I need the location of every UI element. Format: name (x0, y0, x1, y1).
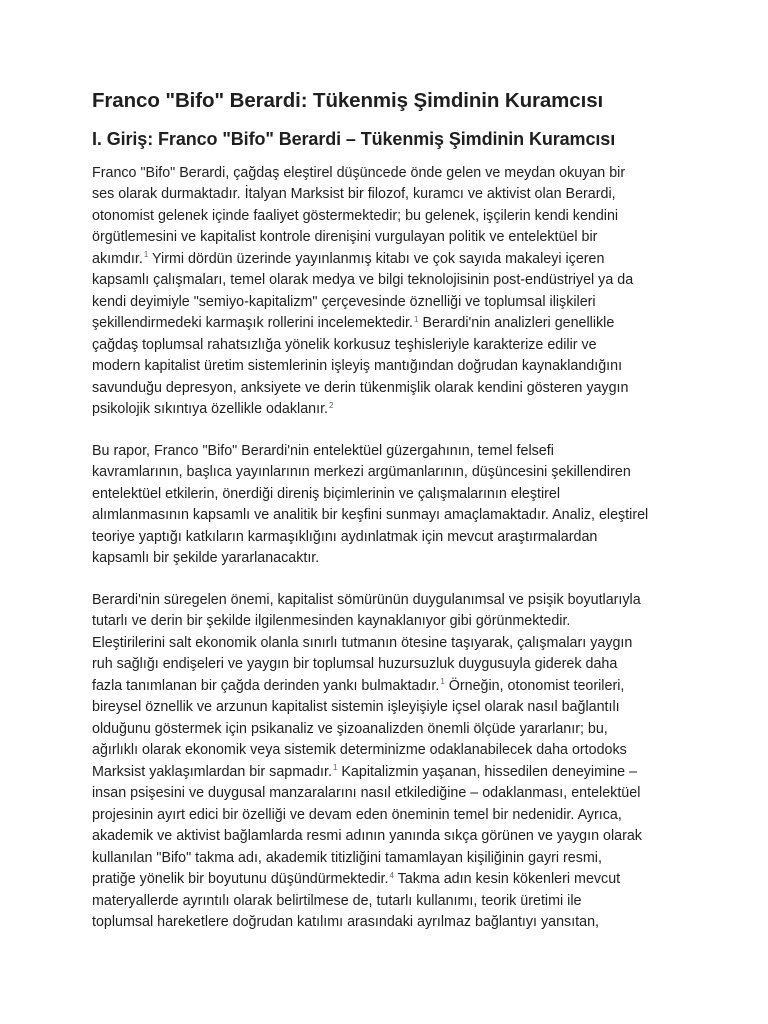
text-line (92, 313, 692, 335)
text-run: kapsamlı çalışmaları, temel olarak medya ve bilgi teknolojisinin post-endüstriyel ya da (92, 272, 634, 289)
section-heading: I. Giriş: Franco "Bifo" Berardi – Tükenmiş Şimdinin Kuramcısı (92, 128, 616, 149)
text-line (92, 206, 692, 228)
text-run: projesinin ayırt edici bir özelliği ve devam eden öneminin temel bir nedenidir. Ayrıca, (92, 806, 622, 823)
paragraph (92, 590, 692, 934)
text-run: Franco "Bifo" Berardi, çağdaş eleştirel düşüncede önde gelen ve meydan okuyan bir (92, 164, 626, 181)
text-line (92, 912, 692, 934)
text-line (92, 762, 692, 784)
footnote-ref[interactable]: 1 (414, 314, 419, 324)
text-line (92, 484, 692, 506)
text-line (92, 826, 692, 848)
text-run: savunduğu depresyon, anksiyete ve derin tükenmişlik olarak kendini gösteren yaygın (92, 379, 629, 396)
text-run: Yirmi dördün üzerinde yayınlanmış kitabı ve çok sayıda makaleyi içeren (148, 250, 605, 267)
text-line (92, 292, 692, 314)
text-run: ruh sağlığı endişeleri ve yaygın bir toplumsal huzursuzluk duygusuyla giderek daha (92, 656, 618, 673)
text-run: örgütlemesini ve kapitalist kontrole direnişini vurgulayan politik ve entelektüel bir (92, 229, 598, 246)
text-run: çağdaş toplumsal rahatsızlığa yönelik korkusuz teşhisleriyle karakterize edilir ve (92, 336, 597, 353)
text-run: Berardi'nin süregelen önemi, kapitalist sömürünün duygulanımsal ve psişik boyutlarıyla (92, 591, 641, 608)
text-line (92, 378, 692, 400)
document-title: Franco "Bifo" Berardi: Tükenmiş Şimdinin Kuramcısı (92, 89, 604, 112)
text-line (92, 505, 692, 527)
text-line (92, 891, 692, 913)
text-line (92, 441, 692, 463)
text-run: ağırlıklı olarak ekonomik veya sistemik determinizme odaklanabilecek daha ortodoks (92, 742, 627, 759)
text-run: kavramlarının, başlıca yayınlarının merkezi argümanlarının, düşüncesini şekillendiren (92, 464, 631, 481)
text-run: kullanılan "Bifo" takma adı, akademik titizliğini tamamlayan kişiliğinin gayri resmi, (92, 849, 602, 866)
footnote-ref[interactable]: 1 (143, 250, 149, 260)
text-run: şekillendirmedeki karmaşık rollerini incelemektedir. (92, 315, 414, 332)
text-run: psikolojik sıkıntıya özellikle odaklanır. (92, 401, 329, 418)
text-line (92, 399, 692, 421)
text-line (92, 335, 692, 357)
text-line (92, 249, 692, 271)
text-run: Eleştirilerini salt ekonomik olanla sınırlı tutmanın ötesine taşıyarak, çalışmaları yaygın (92, 634, 633, 651)
text-run: Örneğin, otonomist teorileri, (444, 677, 625, 694)
text-run: alımlanmasının kapsamlı ve analitik bir keşfini sunmayı amaçlamaktadır. Analiz, eleştirel (92, 507, 649, 524)
text-line (92, 633, 692, 655)
text-line (92, 611, 692, 633)
text-run: akımdır. (92, 250, 143, 267)
text-line (92, 697, 692, 719)
text-run: Marksist yaklaşımlardan bir sapmadır. (92, 763, 332, 780)
text-line (92, 590, 692, 612)
text-run: Bu rapor, Franco "Bifo" Berardi'nin entelektüel güzergahının, temel felsefi (92, 442, 554, 459)
text-line (92, 805, 692, 827)
text-run: teoriye yaptığı katkıların karmaşıklığını aydınlatmak için mevcut araştırmalardan (92, 528, 598, 545)
text-line (92, 356, 692, 378)
footnote-ref[interactable]: 2 (329, 400, 334, 410)
text-run: Berardi'nin analizleri genellikle (418, 315, 615, 332)
text-line (92, 163, 692, 185)
text-run: Kapitalizmin yaşanan, hissedilen deneyimine – (337, 763, 638, 780)
text-run: entelektüel etkilerin, önerdiği direniş biçimlerinin ve çalışmalarının eleştirel (92, 485, 561, 502)
text-line (92, 848, 692, 870)
text-line (92, 527, 692, 549)
document-body (92, 163, 692, 934)
text-line (92, 719, 692, 741)
text-run: kendi deyimiyle "semiyo-kapitalizm" çerçevesinde öznelliği ve toplumsal ilişkileri (92, 293, 596, 310)
text-line (92, 548, 692, 570)
footnote-ref[interactable]: 4 (389, 870, 394, 880)
text-run: Takma adın kesin kökenleri mevcut (393, 871, 621, 888)
text-run: toplumsal hareketlere doğrudan katılımı arasındaki ayrılmaz bağlantıyı yansıtan, (92, 914, 600, 931)
text-line (92, 869, 692, 891)
text-run: kapsamlı bir şekilde yararlanacaktır. (92, 550, 320, 567)
text-line (92, 740, 692, 762)
paragraph (92, 163, 692, 421)
text-line (92, 184, 692, 206)
text-run: akademik ve aktivist bağlamlarda resmi adının yanında sıkça görünen ve yaygın olarak (92, 828, 642, 845)
text-line (92, 676, 692, 698)
document-page (92, 88, 692, 934)
text-line (92, 783, 692, 805)
text-run: modern kapitalist üretim sistemlerinin işleyiş mantığından doğrudan kaynaklandığını (92, 358, 623, 375)
footnote-ref[interactable]: 1 (332, 763, 338, 773)
text-line (92, 462, 692, 484)
footnote-ref[interactable]: 1 (440, 677, 445, 687)
text-run: olduğunu göstermek için psikanaliz ve şizoanalizden önemli ölçüde yararlanır; bu, (92, 720, 608, 737)
text-run: ses olarak durmaktadır. İtalyan Marksist bir filozof, kuramcı ve aktivist olan Berardi, (92, 186, 616, 203)
text-line (92, 654, 692, 676)
text-run: pratiğe yönelik bir boyutunu düşündürmektedir. (92, 871, 389, 888)
text-run: materyallerde ayrıntılı olarak belirtilmese de, tutarlı kullanımı, teorik üretimi ile (92, 892, 582, 909)
paragraph (92, 441, 692, 570)
text-run: bireysel öznellik ve arzunun kapitalist sistemin işleyişiyle içsel olarak nasıl bağlantılı (92, 699, 620, 716)
text-run: otonomist gelenek içinde faaliyet göstermektedir; bu gelenek, işçilerin kendi kendini (92, 207, 619, 224)
text-run: fazla tanımlanan bir çağda derinden yankı bulmaktadır. (92, 677, 440, 694)
text-run: insan psişesini ve duygusal manzaralarını nasıl etkilediğine – odaklanması, entelektüel (92, 785, 641, 802)
text-line (92, 227, 692, 249)
text-run: tutarlı ve derin bir şekilde ilgilenmesinden kaynaklanıyor gibi görünmektedir. (92, 613, 571, 630)
text-line (92, 270, 692, 292)
